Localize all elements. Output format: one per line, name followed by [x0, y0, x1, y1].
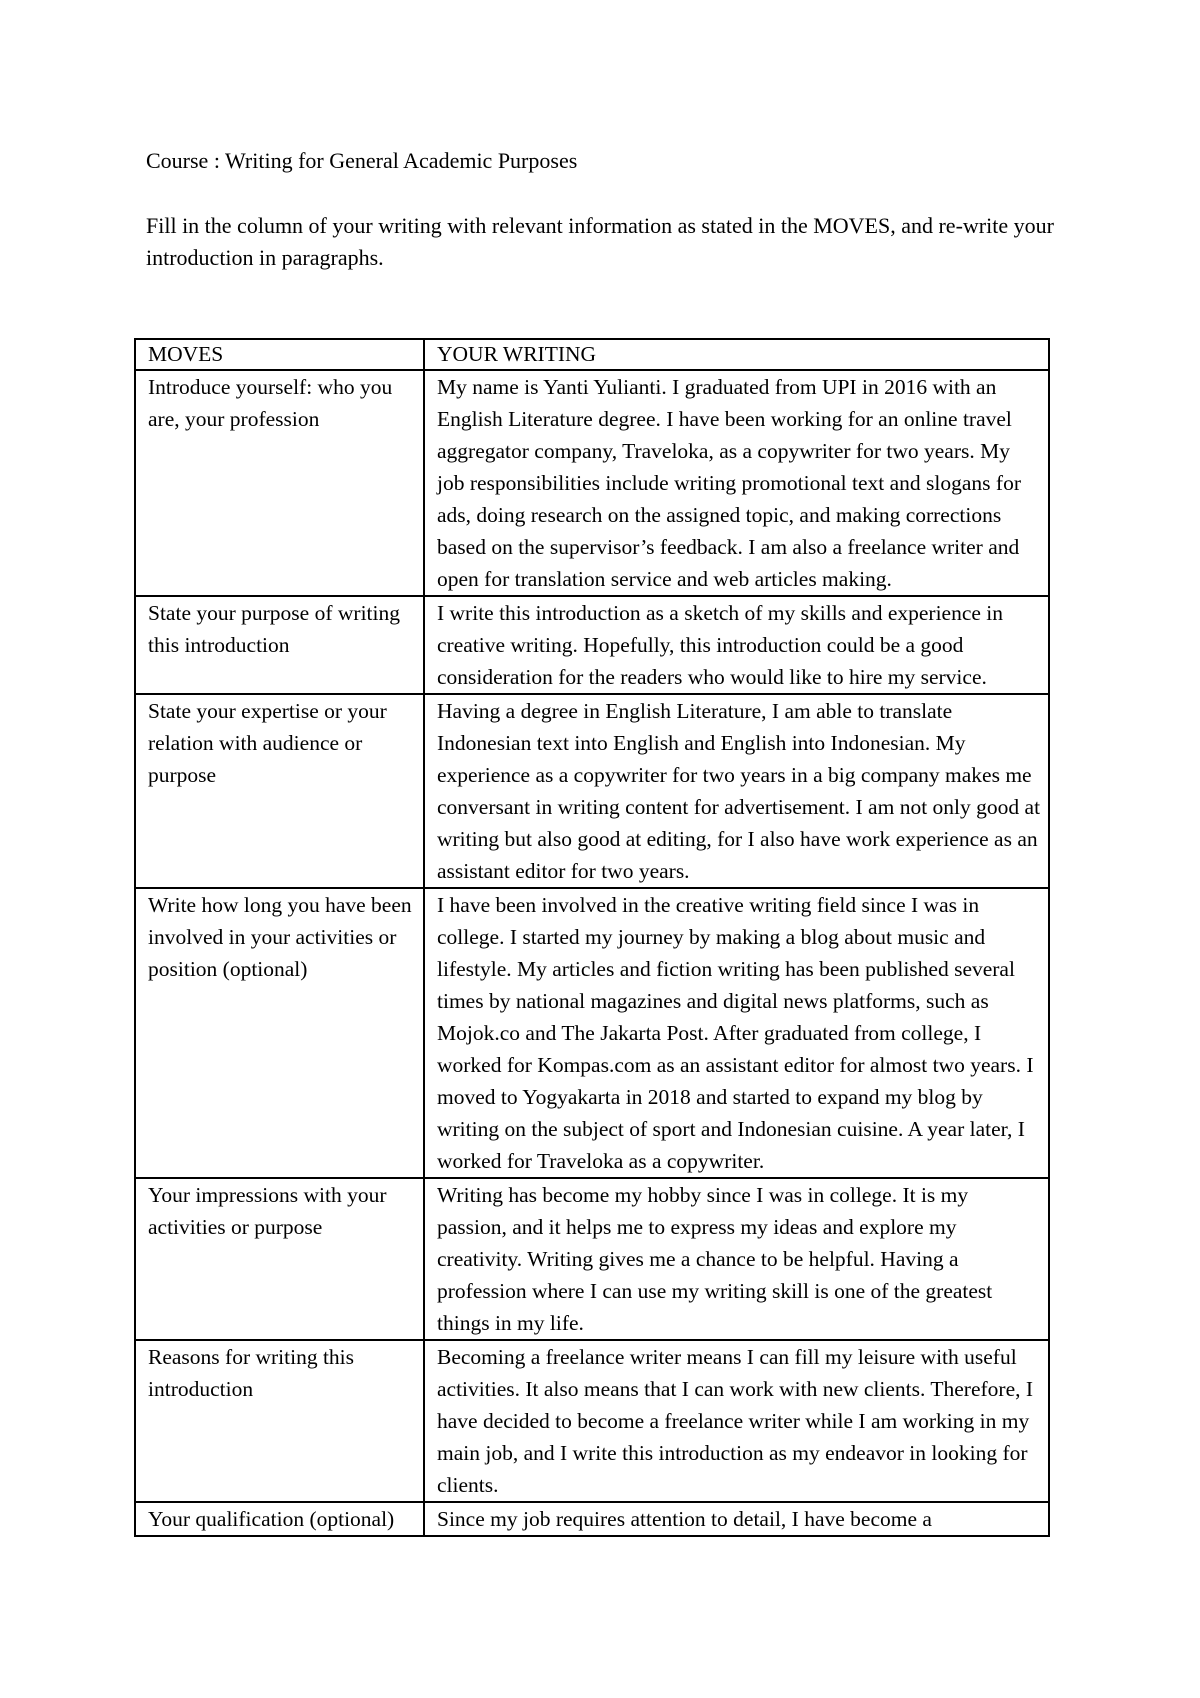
- table-row: [135, 1178, 1049, 1340]
- move-text: Your qualification (optional): [148, 1507, 395, 1531]
- writing-cell: [424, 1178, 1049, 1340]
- move-text: Reasons for writing this introduction: [148, 1345, 355, 1401]
- table-row: [135, 888, 1049, 1178]
- moves-table: [134, 338, 1050, 1537]
- move-text: Introduce yourself: who you are, your profession: [148, 375, 393, 431]
- instructions-paragraph: Fill in the column of your writing with relevant information as stated in the MOVES, and re-write your introduction in paragraphs.: [146, 213, 1054, 270]
- table-row: [135, 1340, 1049, 1502]
- writing-text: Having a degree in English Literature, I am able to translate Indonesian text into English and English into Indonesian. My experience as a copywriter for two years in a big company makes me conversant in writing content for advertisement. I am not only good at writing but also good at editing, for I also have work experience as an assistant editor for two years.: [437, 699, 1041, 883]
- move-cell: [135, 1340, 424, 1502]
- course-title: Course : Writing for General Academic Purposes: [146, 148, 578, 173]
- move-cell: [135, 370, 424, 596]
- move-text: Write how long you have been involved in your activities or position (optional): [148, 893, 412, 981]
- table-row: [135, 370, 1049, 596]
- writing-cell: [424, 1340, 1049, 1502]
- writing-text: Since my job requires attention to detail, I have become a: [437, 1507, 932, 1531]
- writing-cell: [424, 596, 1049, 694]
- writing-text: Becoming a freelance writer means I can fill my leisure with useful activities. It also means that I can work with new clients. Therefore, I have decided to become a freelance writer while I am working in my main job, and I write this introduction as my endeavor in looking for clients.: [437, 1345, 1034, 1497]
- move-cell: [135, 694, 424, 888]
- table-header-row: [135, 339, 1049, 370]
- move-text: Your impressions with your activities or purpose: [148, 1183, 387, 1239]
- move-cell: [135, 1178, 424, 1340]
- writing-text: My name is Yanti Yulianti. I graduated from UPI in 2016 with an English Literature degree. I have been working for an online travel aggregator company, Traveloka, as a copywriter for two years. My job responsibilities include writing promotional text and slogans for ads, doing research on the assigned topic, and making corrections based on the supervisor’s feedback. I am also a freelance writer and open for translation service and web articles making.: [437, 375, 1021, 591]
- header-cell-moves: [135, 339, 424, 370]
- header-cell-writing: [424, 339, 1049, 370]
- writing-cell: [424, 694, 1049, 888]
- writing-cell: [424, 1502, 1049, 1536]
- writing-text: I write this introduction as a sketch of my skills and experience in creative writing. Hopefully, this introduction could be a good consideration for the readers who would like to hire my service.: [437, 601, 1004, 689]
- move-cell: [135, 596, 424, 694]
- move-text: State your expertise or your relation with audience or purpose: [148, 699, 387, 787]
- table-row: [135, 694, 1049, 888]
- move-cell: [135, 888, 424, 1178]
- writing-text: Writing has become my hobby since I was in college. It is my passion, and it helps me to express my ideas and explore my creativity. Writing gives me a chance to be helpful. Having a profession where I can use my writing skill is one of the greatest things in my life.: [437, 1183, 993, 1335]
- table-row: [135, 1502, 1049, 1536]
- move-text: State your purpose of writing this introduction: [148, 601, 400, 657]
- table-row: [135, 596, 1049, 694]
- writing-cell: [424, 370, 1049, 596]
- writing-text: I have been involved in the creative writing field since I was in college. I started my journey by making a blog about music and lifestyle. My articles and fiction writing has been published several times by national magazines and digital news platforms, such as Mojok.co and The Jakarta Post. After graduated from college, I worked for Kompas.com as an assistant editor for almost two years. I moved to Yogyakarta in 2018 and started to expand my blog by writing on the subject of sport and Indonesian cuisine. A year later, I worked for Traveloka as a copywriter.: [437, 893, 1034, 1173]
- move-cell: [135, 1502, 424, 1536]
- header-writing: YOUR WRITING: [437, 342, 597, 366]
- writing-cell: [424, 888, 1049, 1178]
- header-moves: MOVES: [148, 342, 224, 366]
